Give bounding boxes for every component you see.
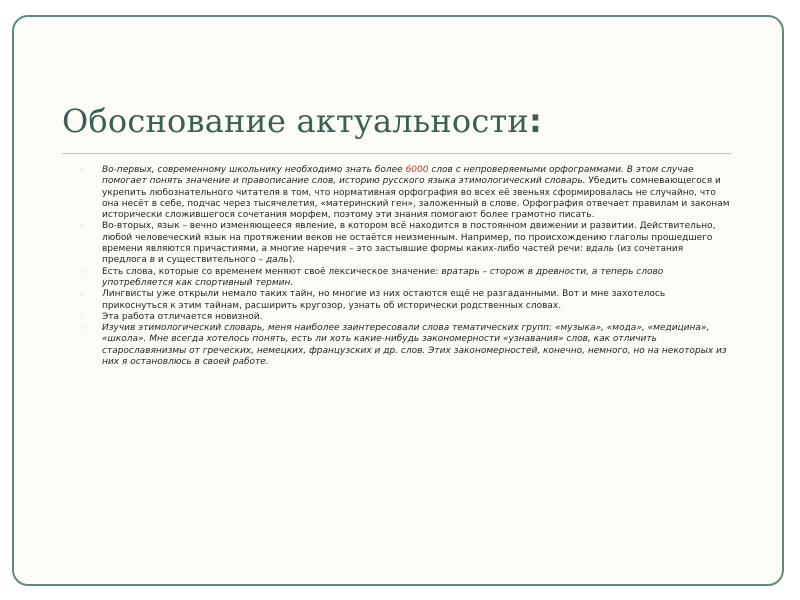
- bullet-item-6: [80, 323, 730, 368]
- bullet-2-part-c: (из сочетания предлога: [102, 244, 684, 266]
- bullet-item-4: [80, 289, 730, 312]
- title-divider: [62, 153, 732, 154]
- bullet-4-text: Лингвисты уже открыли немало таких тайн, но многие из них остаются ещё не разгаданными. Вот и мне захотелось прикоснуться к этим тайнам, расширить кругозор, узнать об исторически родственных словах.: [102, 289, 666, 311]
- slide-title: [62, 102, 542, 140]
- bullet-icon: ◦: [80, 267, 85, 277]
- slide-title-colon: :: [528, 102, 542, 140]
- bullet-1-part-a: Во-первых, современному школьнику необходимо знать более: [102, 165, 406, 175]
- bullet-6-text: Изучив этимологический словарь, меня наиболее заинтересовали слова тематических групп: «музыка», «мода», «медицина», «школа». Мне всегда хотелось понять, есть ли хоть какие-нибудь закономерности «узнавания» слов, как отличить старославянизмы от греческих, немецких, французских и др. слов. Этих закономерностей, конечно, немного, но на некоторых из них я остановлюсь в своей работе.: [102, 323, 727, 368]
- bullet-icon: ◦: [80, 324, 85, 334]
- bullet-3-part-b: вратарь – сторож в древности, а теперь слово употребляется как спортивный термин.: [102, 266, 664, 288]
- slide-title-text: Обоснование актуальности: [62, 102, 529, 140]
- highlight-number: 6000: [405, 165, 429, 175]
- bullet-item-1: [80, 165, 730, 221]
- bullet-list: [80, 165, 730, 368]
- bullet-2-part-f: – даль: [258, 255, 289, 266]
- bullet-2-part-e: и существительного: [155, 255, 259, 266]
- bullet-icon: ◦: [80, 312, 85, 322]
- bullet-1-part-c: слов с непроверяемыми орфограммами. В этом случае помогает понять значение и правописание слов, историю русского языка этимологический словарь.: [102, 165, 694, 187]
- bullet-2-part-b: вдаль: [586, 244, 615, 255]
- bullet-2-part-g: ).: [288, 255, 296, 266]
- bullet-2-part-a: Во-вторых, язык – вечно изменяющееся явление, в котором всё находится в постоянном движении и развитии. Действительно, любой человеческий язык на протяжении веков не остаётся неизменным. Например, по происхождению глаголы прошедшего времени являются причастиями, а многие наречия – это застывшие формы каких-либо частей речи:: [102, 221, 716, 255]
- bullet-2-part-d: в: [149, 255, 156, 266]
- bullet-item-3: [80, 267, 730, 290]
- bullet-icon: ◦: [80, 222, 85, 232]
- bullet-3-part-a: Есть слова, которые со временем меняют своё лексическое значение:: [102, 266, 442, 277]
- bullet-item-5: [80, 312, 730, 323]
- bullet-icon: ◦: [80, 166, 85, 175]
- bullet-item-2: [80, 221, 730, 266]
- bullet-icon: ◦: [80, 290, 85, 300]
- bullet-5-text: Эта работа отличается новизной.: [102, 311, 263, 322]
- bullet-1-part-d: Убедить сомневающегося и укрепить любознательного читателя в том, что нормативная орфография во всех её звеньях сформировалась не случайно, что она несёт в себе, подчас через тысячелетия, «материнский ген», заложенный в слове. Орфография отвечает правилам и законам исторически сложившегося сочетания морфем, поэтому эти знания помогают более грамотно писать.: [102, 176, 730, 221]
